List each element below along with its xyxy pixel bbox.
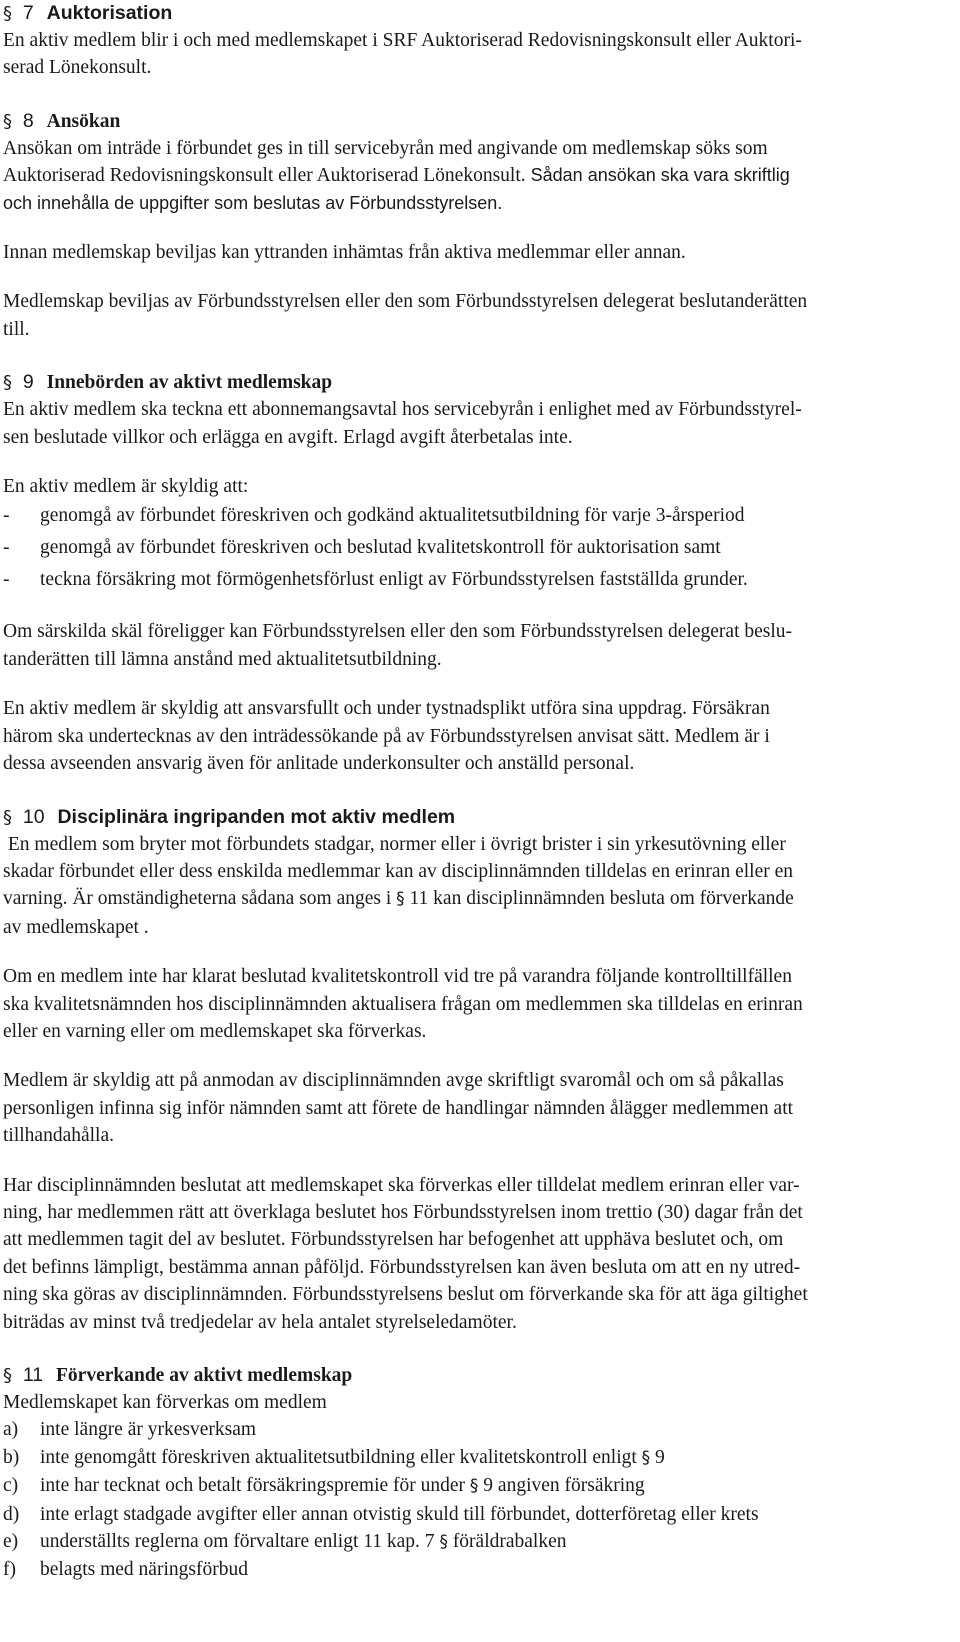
paragraph: Innan medlemskap beviljas kan yttranden inhämtas från aktiva medlemmar eller annan.: [3, 242, 686, 264]
section-sign: §: [3, 110, 12, 132]
section-sign: §: [3, 1365, 12, 1386]
section-number: 7: [22, 2, 34, 24]
text-line: Ansökan om inträde i förbundet ges in till servicebyrån med angivande om medlemskap söks som: [3, 137, 768, 159]
text-line: ning ska göras av disciplinnämnden. Förbundsstyrelsens beslut om förverkande ska för att äga giltighet: [3, 1284, 808, 1306]
list-item-text: inte har tecknat och betalt försäkringspremie för under § 9 angiven försäkring: [40, 1475, 645, 1497]
text-line: Sådan ansökan ska vara skriftlig: [525, 165, 790, 186]
section-9-heading: [3, 369, 958, 396]
section-title: Innebörden av aktivt medlemskap: [46, 372, 333, 394]
paragraph: [3, 695, 958, 777]
list-item: [3, 564, 958, 596]
list-item-text: underställts reglerna om förvaltare enligt 11 kap. 7 § föräldrabalken: [40, 1531, 567, 1553]
text-line: En aktiv medlem ska teckna ett abonnemangsavtal hos servicebyrån i enlighet med av Förbundsstyrel-: [3, 399, 802, 421]
paragraph: [3, 135, 958, 217]
section-sign: §: [641, 1447, 651, 1468]
text-line: skadar förbundet eller dess enskilda medlemmar kan av disciplinnämnden tilldelas en erinran eller en: [3, 860, 794, 882]
section-sign: §: [439, 1532, 448, 1553]
text-line: och innehålla de uppgifter som beslutas av Förbundsstyrelsen.: [3, 192, 503, 213]
text-line: En aktiv medlem blir i och med medlemskapet i SRF Auktoriserad Redovisningskonsult eller Auktori-: [3, 30, 802, 51]
paragraph: [3, 963, 958, 1045]
text-line: biträdas av minst två tredjedelar av hela antalet styrelseledamöter.: [3, 1311, 517, 1333]
section-number: 10: [22, 805, 45, 828]
list-item-text: genomgå av förbundet föreskriven och beslutad kvalitetskontroll för auktorisation samt: [40, 537, 721, 559]
text-line: eller en varning eller om medlemskapet ska förverkas.: [3, 1020, 427, 1042]
list-item-text: inte genomgått föreskriven aktualitetsutbildning eller kvalitetskontroll enligt § 9: [40, 1446, 665, 1468]
list-item: [3, 532, 958, 564]
text-line: Auktoriserad Redovisningskonsult eller Auktoriserad Lönekonsult.: [3, 165, 526, 187]
section-number: 8: [22, 109, 34, 132]
paragraph: [3, 1172, 958, 1336]
text-line: Om en medlem inte har klarat beslutad kvalitetskontroll vid tre på varandra följande kontrolltillfällen: [3, 966, 792, 988]
section-8: [3, 108, 958, 343]
text-line: tanderätten till lämna anstånd med aktualitetsutbildning.: [3, 648, 442, 670]
text-line: serad Lönekonsult.: [3, 57, 152, 79]
section-8-heading: [3, 108, 958, 135]
text-line: En aktiv medlem är skyldig att ansvarsfullt och under tystnadsplikt utföra sina uppdrag. Försäkran: [3, 698, 770, 720]
paragraph: En aktiv medlem är skyldig att:: [3, 476, 249, 498]
paragraph: [3, 27, 958, 82]
list-item: [3, 1528, 958, 1556]
paragraph: [3, 396, 958, 451]
section-title: Disciplinära ingripanden mot aktiv medlem: [57, 805, 456, 828]
section-sign: §: [3, 372, 12, 394]
paragraph: [3, 831, 958, 942]
section-10-heading: [3, 804, 958, 831]
section-11: [3, 1362, 958, 1584]
list-item-text: teckna försäkring mot förmögenhetsförlust enligt av Förbundsstyrelsen fastställda grunder.: [40, 569, 748, 591]
text-line: ning, har medlemmen rätt att överklaga beslutet hos Förbundsstyrelsen inom trettio (30) dagar från det: [3, 1201, 803, 1223]
forfeiture-list: [3, 1416, 958, 1583]
list-item: [3, 1472, 958, 1500]
text-line: Medlemskap beviljas av Förbundsstyrelsen eller den som Förbundsstyrelsen delegerat beslutanderätten: [3, 291, 808, 313]
section-sign: §: [3, 806, 12, 828]
section-title: Ansökan: [46, 110, 121, 132]
section-title: Auktorisation: [46, 2, 173, 24]
list-item-text: inte längre är yrkesverksam: [40, 1419, 257, 1441]
paragraph: Medlemskapet kan förverkas om medlem: [3, 1392, 327, 1413]
text-line: härom ska undertecknas av den inträdessökande på av Förbundsstyrelsen anvisat sätt. Medlem är i: [3, 725, 770, 747]
text-line: sen beslutade villkor och erlägga en avgift. Erlagd avgift återbetalas inte.: [3, 426, 573, 448]
text-line: Har disciplinnämnden beslutat att medlemskapet ska förverkas eller tilldelat medlem erinran eller var-: [3, 1174, 800, 1196]
text-line: av medlemskapet .: [3, 916, 149, 938]
list-marker: -: [3, 537, 10, 559]
list-item: [3, 1444, 958, 1472]
list-marker: a): [3, 1419, 19, 1441]
text-line: att medlemmen tagit del av beslutet. Förbundsstyrelsen har befogenhet att upphäva beslutet och, om: [3, 1229, 784, 1251]
text-line: till.: [3, 318, 30, 340]
text-line: ska kvalitetsnämnden hos disciplinnämnden aktualisera frågan om medlemmen ska tilldelas en erinran: [3, 993, 803, 1015]
text-line: En medlem som bryter mot förbundets stadgar, normer eller i övrigt brister i sin yrkesutövning eller: [3, 833, 786, 855]
section-7-heading: [3, 0, 958, 27]
text-line: 11 kan disciplinnämnden besluta om förverkande: [404, 888, 794, 910]
text-line: tillhandahålla.: [3, 1125, 115, 1147]
document-page: [3, 0, 958, 1584]
duties-list: [3, 500, 958, 596]
section-sign: §: [396, 889, 405, 910]
list-item: [3, 500, 958, 532]
paragraph: [3, 618, 958, 673]
list-marker: e): [3, 1531, 19, 1553]
section-7: [3, 0, 958, 82]
text-line: Om särskilda skäl föreligger kan Förbundsstyrelsen eller den som Förbundsstyrelsen delegerat beslu-: [3, 621, 793, 643]
section-sign: §: [469, 1476, 479, 1497]
list-item: [3, 1556, 958, 1583]
section-10: [3, 804, 958, 1337]
paragraph: [3, 1067, 958, 1149]
section-number: 9: [22, 371, 34, 394]
text-line: dessa avseenden ansvarig även för anlitade underkonsulter och anställd personal.: [3, 753, 635, 775]
list-item-text: belagts med näringsförbud: [40, 1559, 248, 1581]
paragraph: [3, 288, 958, 343]
list-item: [3, 1416, 958, 1443]
section-number: 11: [22, 1364, 44, 1386]
list-marker: b): [3, 1446, 20, 1468]
text-line: personligen infinna sig inför nämnden samt att förete de handlingar nämnden ålägger medlemmen att: [3, 1097, 794, 1119]
list-marker: d): [3, 1503, 20, 1525]
list-marker: -: [3, 569, 10, 591]
list-item: [3, 1501, 958, 1528]
list-item-text: inte erlagt stadgade avgifter eller annan otvistig skuld till förbundet, dotterföretag eller krets: [40, 1503, 759, 1525]
text-line: varning. Är omständigheterna sådana som anges i: [3, 888, 397, 910]
list-marker: c): [3, 1475, 19, 1497]
text-line: Medlem är skyldig att på anmodan av disciplinnämnden avge skriftligt svaromål och om så påkallas: [3, 1070, 784, 1092]
list-item-text: genomgå av förbundet föreskriven och godkänd aktualitetsutbildning för varje 3-årsperiod: [40, 505, 745, 527]
list-marker: -: [3, 505, 10, 527]
list-marker: f): [3, 1559, 16, 1581]
section-11-heading: [3, 1362, 958, 1389]
section-sign: §: [3, 3, 12, 24]
section-title: Förverkande av aktivt medlemskap: [56, 1365, 353, 1386]
text-line: det befinns lämpligt, bestämma annan påföljd. Förbundsstyrelsen kan även besluta om att en ny utred-: [3, 1256, 801, 1278]
section-9: [3, 369, 958, 777]
